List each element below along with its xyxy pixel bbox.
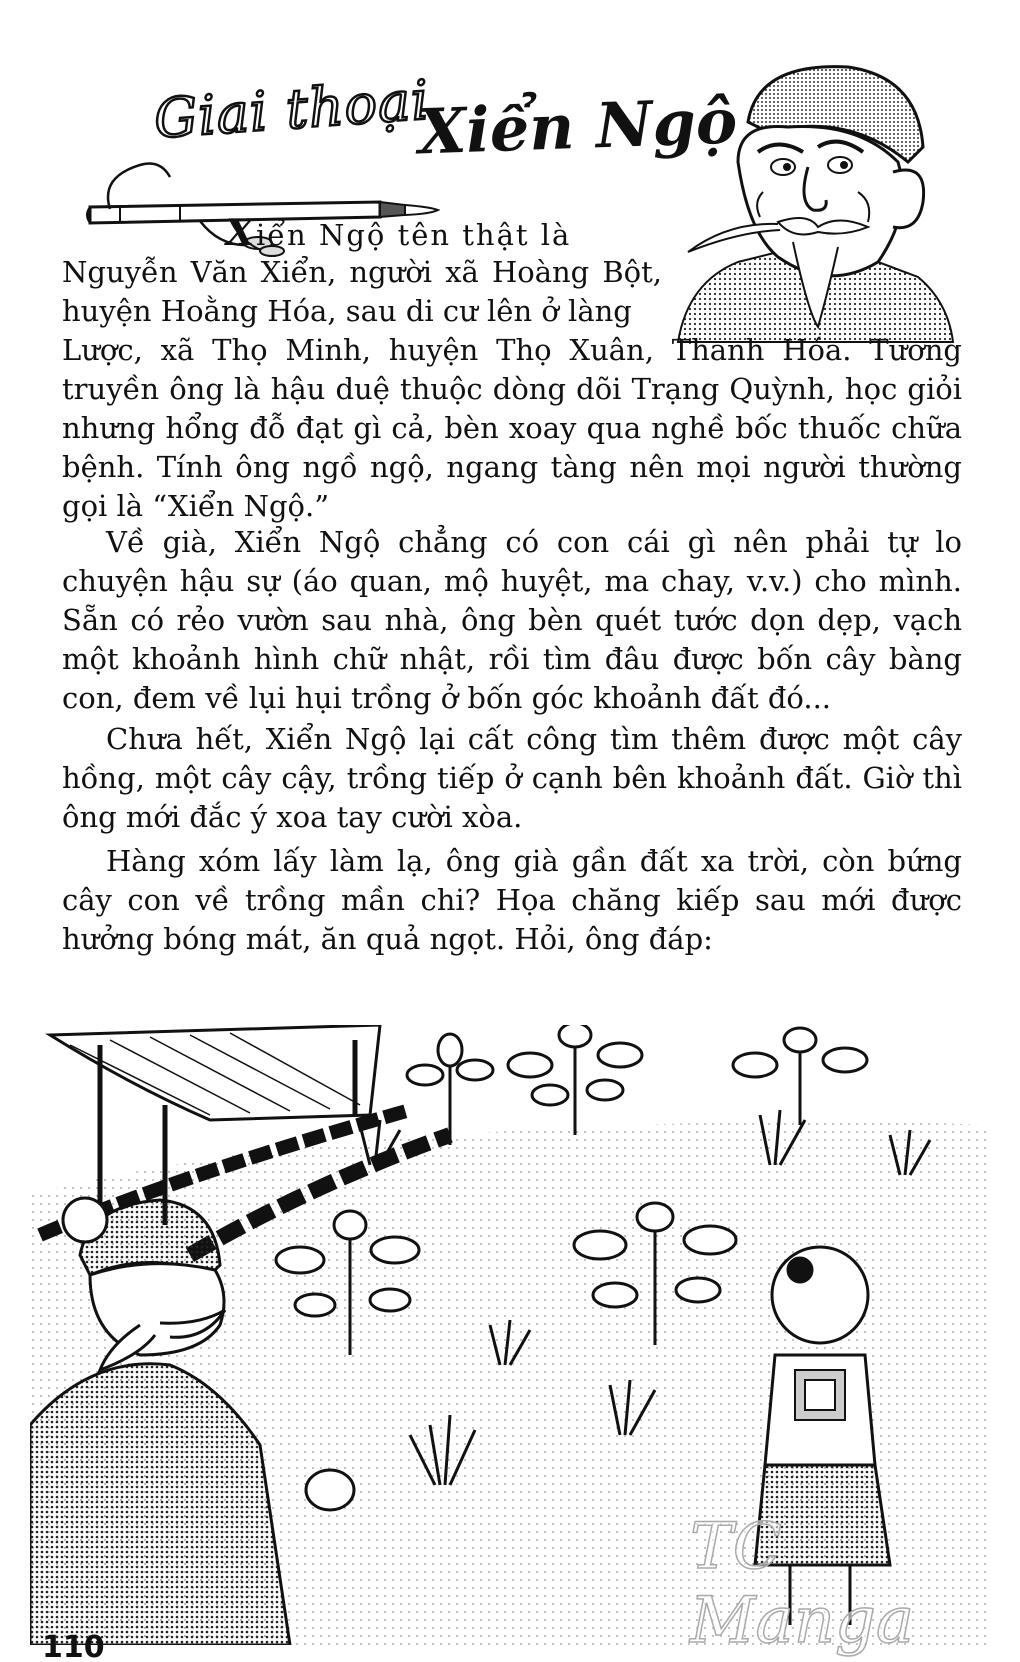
intro-block-narrow: Nguyễn Văn Xiển, người xã Hoàng Bột, huyện Hoằng Hóa, sau di cư lên ở làng: [62, 255, 662, 328]
old-scholar-portrait: [668, 52, 958, 352]
drop-cap: X: [226, 212, 256, 254]
paragraph-2: Về già, Xiển Ngộ chẳng có con cái gì nên phải tự lo chuyện hậu sự (áo quan, mộ huyệt, ma chay, v.v.) cho mình. Sẵn có rẻo vườn sau nhà, ông bèn quét tước dọn dẹp, vạch một khoảnh hình chữ nhật, rồi tìm đâu được bốn cây bàng con, đem về lụi hụi trồng ở bốn góc khoảnh đất đó...: [62, 525, 962, 715]
intro-block-full: Lược, xã Thọ Minh, huyện Thọ Xuân, Thanh Hóa. Tương truyền ông là hậu duệ thuộc dòng dõi Trạng Quỳnh, học giỏi nhưng hổng đỗ đạt gì cả, bèn xoay qua nghề bốc thuốc chữa bệnh. Tính ông ngồ ngộ, ngang tàng nên mọi người thường gọi là “Xiển Ngộ.”: [62, 333, 962, 523]
intro-first-line: [226, 214, 571, 255]
intro-first-line-text: iển Ngộ tên thật là: [255, 218, 572, 252]
page-number: 110: [42, 1630, 105, 1662]
title-xien-ngo: Xiển Ngộ: [416, 84, 739, 169]
paragraph-3: Chưa hết, Xiển Ngộ lại cất công tìm thêm được một cây hồng, một cây cậy, trồng tiếp ở cạnh bên khoảnh đất. Giờ thì ông mới đắc ý xoa tay cười xòa.: [62, 722, 962, 834]
watermark: TC Manga: [690, 1510, 915, 1658]
title-giai-thoai: Giai thoại: [152, 68, 432, 151]
paragraph-4: Hàng xóm lấy làm lạ, ông già gần đất xa trời, còn bứng cây con về trồng mần chi? Họa chăng kiếp sau mới được hưởng bóng mát, ăn quả ngọt. Hỏi, ông đáp:: [62, 844, 962, 956]
